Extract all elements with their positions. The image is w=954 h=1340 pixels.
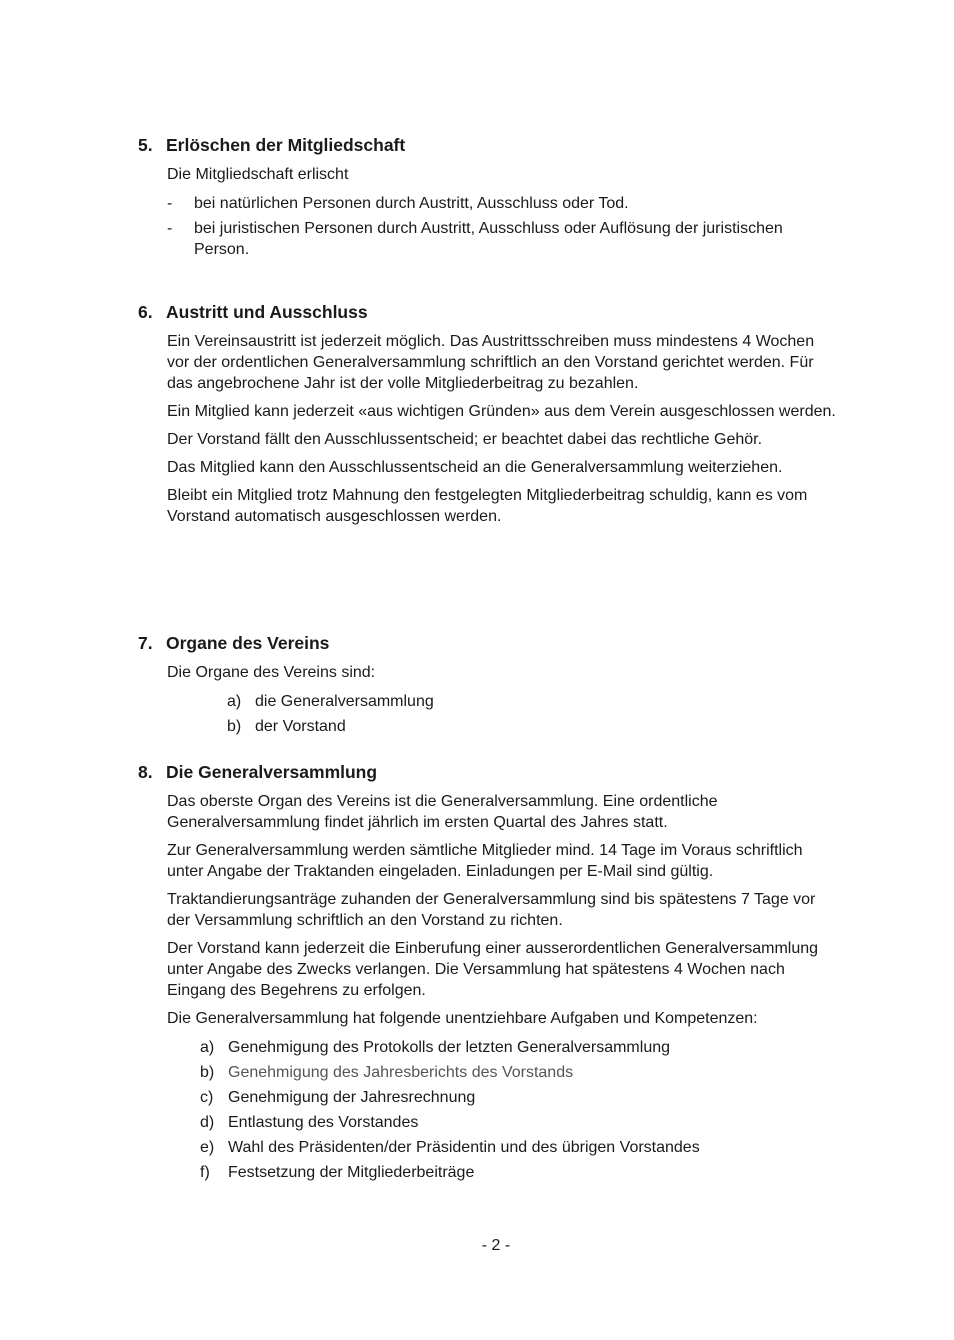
section-number: 6.: [138, 302, 153, 322]
list-item: [200, 1037, 838, 1058]
section-title: Austritt und Ausschluss: [166, 302, 368, 322]
list-item-text: Genehmigung des Protokolls der letzten Generalversammlung: [228, 1039, 671, 1056]
list-letter: d): [200, 1114, 215, 1131]
list-item-text: die Generalversammlung: [255, 693, 434, 710]
section-heading: [138, 301, 838, 323]
list-item: [167, 218, 838, 260]
list-item: [200, 1112, 838, 1133]
dash-list: [167, 193, 838, 260]
section-heading: [138, 632, 838, 654]
section-title: Organe des Vereins: [166, 633, 330, 653]
paragraph: Die Mitgliedschaft erlischt: [167, 166, 349, 183]
paragraph: Der Vorstand fällt den Ausschlussentscheid; er beachtet dabei das rechtliche Gehör.: [167, 431, 763, 448]
list-item: [200, 1087, 838, 1108]
section-heading: [138, 761, 838, 783]
list-item: [227, 691, 838, 712]
section-title: Die Generalversammlung: [166, 762, 378, 782]
paragraph: Der Vorstand kann jederzeit die Einberufung einer ausserordentlichen Generalversammlung unter Angabe des Zwecks verlangen. Die Versammlung hat spätestens 4 Wochen nach Eingang des Begehrens zu erfolgen.: [167, 940, 819, 999]
list-letter: f): [200, 1164, 210, 1181]
list-letter: e): [200, 1139, 215, 1156]
paragraph: Die Generalversammlung hat folgende unentziehbare Aufgaben und Kompetenzen:: [167, 1010, 758, 1027]
section-5: [138, 134, 838, 264]
list-letter: a): [227, 693, 242, 710]
list-dash: -: [167, 195, 173, 212]
paragraph: Ein Mitglied kann jederzeit «aus wichtigen Gründen» aus dem Verein ausgeschlossen werden.: [167, 403, 836, 420]
page-number: - 2 -: [481, 1237, 511, 1254]
list-item: [200, 1137, 838, 1158]
list-item-text: Genehmigung der Jahresrechnung: [228, 1089, 476, 1106]
list-item-text: bei juristischen Personen durch Austritt, Ausschluss oder Auflösung der juristischen Person.: [194, 220, 783, 258]
list-letter: a): [200, 1039, 215, 1056]
paragraph: Das oberste Organ des Vereins ist die Generalversammlung. Eine ordentliche Generalversammlung findet jährlich im ersten Quartal des Jahres statt.: [167, 793, 718, 831]
section-number: 5.: [138, 135, 153, 155]
section-heading: [138, 134, 838, 156]
list-letter: b): [227, 718, 242, 735]
lettered-list: [227, 691, 838, 737]
section-6: [138, 301, 838, 534]
paragraph: Bleibt ein Mitglied trotz Mahnung den festgelegten Mitgliederbeitrag schuldig, kann es vom Vorstand automatisch ausgeschlossen werden.: [167, 487, 808, 525]
list-item: [200, 1062, 838, 1083]
list-dash: -: [167, 220, 173, 237]
list-item-text: bei natürlichen Personen durch Austritt, Ausschluss oder Tod.: [194, 195, 629, 212]
section-body: [167, 331, 838, 527]
paragraph: Die Organe des Vereins sind:: [167, 664, 376, 681]
list-letter: b): [200, 1064, 215, 1081]
list-item-text: Festsetzung der Mitgliederbeiträge: [228, 1164, 475, 1181]
section-number: 8.: [138, 762, 153, 782]
list-letter: c): [200, 1089, 214, 1106]
list-item: [167, 193, 838, 214]
paragraph: Das Mitglied kann den Ausschlussentscheid an die Generalversammlung weiterziehen.: [167, 459, 783, 476]
paragraph: Zur Generalversammlung werden sämtliche Mitglieder mind. 14 Tage im Voraus schriftlich unter Angabe der Traktanden eingeladen. Einladungen per E-Mail sind gültig.: [167, 842, 803, 880]
list-item: [200, 1162, 838, 1183]
list-item: [227, 716, 838, 737]
list-item-text: Genehmigung des Jahresberichts des Vorstands: [228, 1064, 574, 1081]
section-7: [138, 632, 838, 741]
lettered-list: [200, 1037, 838, 1183]
section-8: [138, 761, 838, 1187]
list-item-text: Entlastung des Vorstandes: [228, 1114, 419, 1131]
paragraph: Traktandierungsanträge zuhanden der Generalversammlung sind bis spätestens 7 Tage vor der Versammlung schriftlich an den Vorstand zu richten.: [167, 891, 816, 929]
section-body: [167, 662, 838, 737]
section-body: [167, 164, 838, 260]
section-title: Erlöschen der Mitgliedschaft: [166, 135, 406, 155]
section-number: 7.: [138, 633, 153, 653]
section-body: [167, 791, 838, 1183]
list-item-text: der Vorstand: [255, 718, 346, 735]
paragraph: Ein Vereinsaustritt ist jederzeit möglich. Das Austrittsschreiben muss mindestens 4 Wochen vor der ordentlichen Generalversammlung schriftlich an den Vorstand gerichtet werden. Für das angebrochene Jahr ist der volle Mitgliederbeitrag zu bezahlen.: [167, 333, 815, 392]
list-item-text: Wahl des Präsidenten/der Präsidentin und des übrigen Vorstandes: [228, 1139, 700, 1156]
